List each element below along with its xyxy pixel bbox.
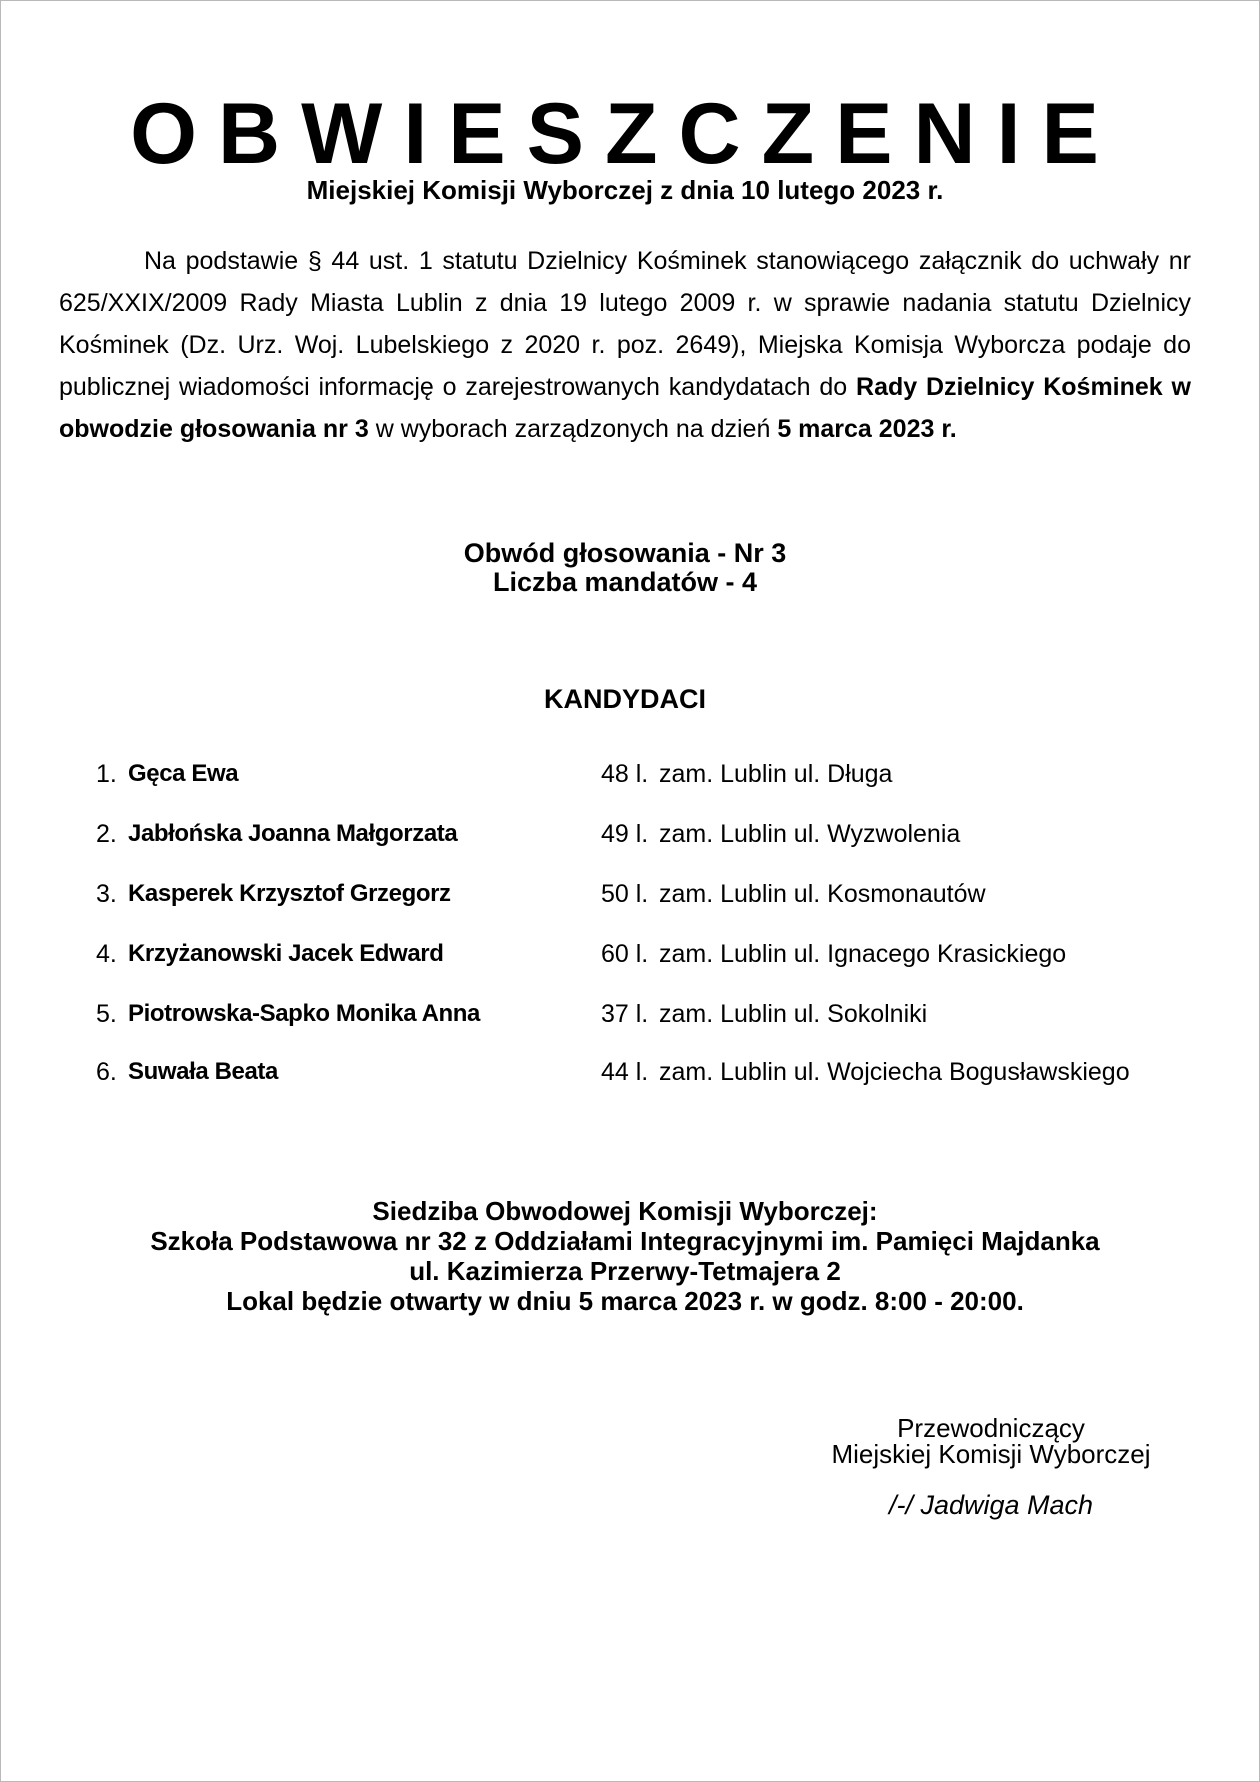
candidate-age: 37 l. [601, 1000, 649, 1028]
candidate-number: 1. [96, 760, 117, 788]
candidate-number: 5. [96, 1000, 117, 1028]
candidate-address: zam. Lublin ul. Długa [659, 760, 893, 788]
venue-school-name: Szkoła Podstawowa nr 32 z Oddziałami Integracyjnymi im. Pamięci Majdanka [150, 1226, 1100, 1256]
intro-bold-council: Rady Dzielnicy Kośminek w obwodzie głosowania nr 3 [59, 373, 1191, 443]
polling-station-info [59, 1196, 1191, 1316]
page-subtitle: Miejskiej Komisji Wyborczej z dnia 10 lutego 2023 r. [306, 175, 944, 205]
candidate-age: 50 l. [601, 880, 649, 908]
page-title: OBWIESZCZENIE [130, 86, 1120, 182]
candidate-name: Gęca Ewa [128, 760, 239, 787]
candidate-number: 2. [96, 820, 117, 848]
candidate-address: zam. Lublin ul. Sokolniki [659, 1000, 928, 1028]
signature-role-line2: Miejskiej Komisji Wyborczej [831, 1439, 1151, 1469]
candidate-name: Krzyżanowski Jacek Edward [128, 940, 444, 967]
signature-name: /-/ Jadwiga Mach [888, 1490, 1094, 1520]
intro-text-2: w wyborach zarządzonych na dzień [368, 415, 778, 443]
intro-paragraph [59, 240, 1191, 450]
candidate-row [1, 999, 1260, 1033]
candidate-name: Jabłońska Joanna Małgorzata [128, 820, 458, 847]
district-info [59, 539, 1191, 597]
candidate-age: 48 l. [601, 760, 649, 788]
candidate-number: 6. [96, 1058, 117, 1086]
candidate-row [1, 759, 1260, 793]
district-number-line: Obwód głosowania - Nr 3 [463, 538, 787, 568]
candidate-number: 4. [96, 940, 117, 968]
candidate-address: zam. Lublin ul. Wojciecha Bogusławskiego [659, 1058, 1130, 1086]
candidate-row [1, 819, 1260, 853]
candidate-name: Kasperek Krzysztof Grzegorz [128, 880, 451, 907]
venue-opening-hours: Lokal będzie otwarty w dniu 5 marca 2023 r. w godz. 8:00 - 20:00. [226, 1286, 1024, 1316]
candidate-row [1, 879, 1260, 913]
candidate-address: zam. Lublin ul. Kosmonautów [659, 880, 986, 908]
candidate-age: 60 l. [601, 940, 649, 968]
signature-block [791, 1415, 1191, 1518]
candidate-number: 3. [96, 880, 117, 908]
candidate-address: zam. Lublin ul. Ignacego Krasickiego [659, 940, 1067, 968]
venue-heading: Siedziba Obwodowej Komisji Wyborczej: [372, 1196, 878, 1226]
candidates-heading: KANDYDACI [544, 684, 706, 714]
candidate-age: 49 l. [601, 820, 649, 848]
candidate-row [1, 939, 1260, 973]
candidate-address: zam. Lublin ul. Wyzwolenia [659, 820, 961, 848]
intro-text-1: Na podstawie § 44 ust. 1 statutu Dzielnicy Kośminek stanowiącego załącznik do uchwały nr 625/XXIX/2009 Rady Miasta Lublin z dnia 19 lutego 2009 r. w sprawie nadania statutu Dzielnicy Kośminek (Dz. Urz. Woj. Lubelskiego z 2020 r. poz. 2649), Miejska Komisja Wyborcza podaje do publicznej wiadomości informację o zarejestrowanych kandydatach do [59, 247, 1191, 401]
candidate-age: 44 l. [601, 1058, 649, 1086]
signature-role-line1: Przewodniczący [897, 1413, 1085, 1443]
candidate-name: Piotrowska-Sapko Monika Anna [128, 1000, 480, 1027]
intro-bold-date: 5 marca 2023 r. [777, 415, 957, 443]
mandates-line: Liczba mandatów - 4 [492, 567, 758, 597]
candidate-row [1, 1057, 1260, 1091]
venue-street: ul. Kazimierza Przerwy-Tetmajera 2 [409, 1256, 841, 1286]
candidate-name: Suwała Beata [128, 1058, 278, 1085]
